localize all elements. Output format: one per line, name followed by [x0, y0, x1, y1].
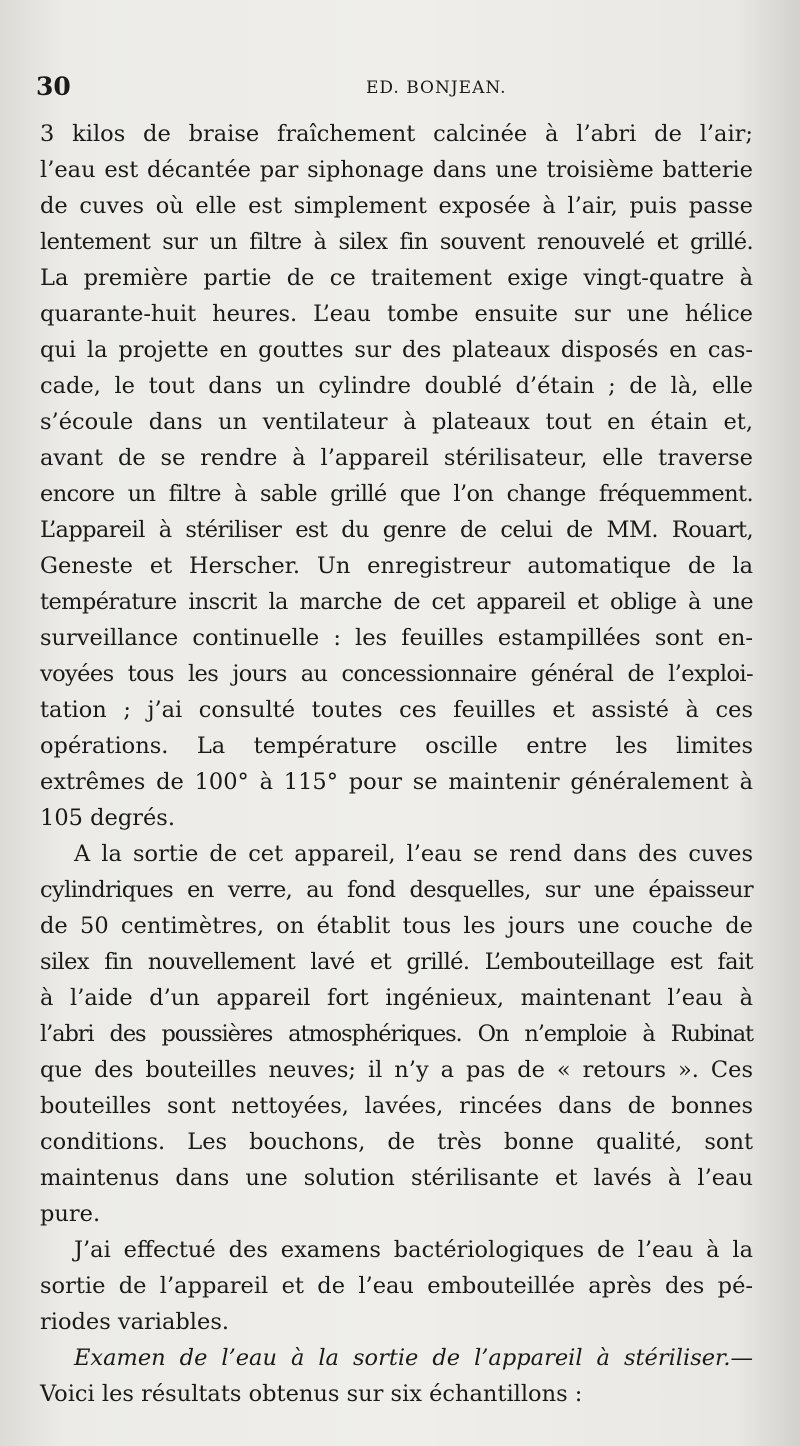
- italic-heading: Examen de l’eau à la sortie de l’appareil à stériliser.—: [74, 1345, 753, 1371]
- text-line: 105 degrés.: [40, 805, 175, 831]
- text-line: 3 kilos de braise fraîchement calcinée à l’abri de l’air;: [40, 121, 753, 147]
- text-line: Voici les résultats obtenus sur six échantillons :: [40, 1381, 583, 1407]
- text-line: Geneste et Herscher. Un enregistreur automatique de la: [40, 553, 753, 579]
- text-line: A la sortie de cet appareil, l’eau se rend dans des cuves: [74, 841, 753, 867]
- text-line: lentement sur un filtre à silex fin souvent renouvelé et grillé.: [40, 229, 753, 255]
- text-line: silex fin nouvellement lavé et grillé. L’embouteillage est fait: [40, 949, 753, 975]
- text-line: La première partie de ce traitement exige vingt-quatre à: [40, 265, 753, 291]
- text-line: cylindriques en verre, au fond desquelles, sur une épaisseur: [40, 877, 753, 903]
- text-line: pure.: [40, 1201, 101, 1227]
- text-line: riodes variables.: [40, 1309, 230, 1335]
- text-line: J’ai effectué des examens bactériologiques de l’eau à la: [74, 1237, 753, 1263]
- text-line: quarante-huit heures. L’eau tombe ensuite sur une hélice: [40, 301, 753, 327]
- text-line: à l’aide d’un appareil fort ingénieux, maintenant l’eau à: [40, 985, 753, 1011]
- text-line: opérations. La température oscille entre les limites: [40, 733, 753, 759]
- text-line: surveillance continuelle : les feuilles estampillées sont en-: [40, 625, 753, 651]
- text-line: de 50 centimètres, on établit tous les jours une couche de: [40, 913, 753, 939]
- text-line: qui la projette en gouttes sur des plateaux disposés en cas-: [40, 337, 753, 363]
- text-line: l’eau est décantée par siphonage dans une troisième batterie: [40, 157, 753, 183]
- running-head: ED. BONJEAN.: [366, 78, 507, 98]
- text-line: L’appareil à stériliser est du genre de celui de MM. Rouart,: [40, 517, 753, 543]
- italic-heading-line: [40, 1340, 753, 1376]
- text-line: avant de se rendre à l’appareil stérilisateur, elle traverse: [40, 445, 753, 471]
- text-line: cade, le tout dans un cylindre doublé d’étain ; de là, elle: [40, 373, 753, 399]
- text-line: maintenus dans une solution stérilisante et lavés à l’eau: [40, 1165, 753, 1191]
- text-line: bouteilles sont nettoyées, lavées, rincées dans de bonnes: [40, 1093, 753, 1119]
- text-line: voyées tous les jours au concessionnaire général de l’exploi-: [40, 661, 753, 687]
- text-line: l’abri des poussières atmosphériques. On n’emploie à Rubinat: [40, 1021, 753, 1047]
- page-number: 30: [36, 72, 71, 101]
- text-line: sortie de l’appareil et de l’eau embouteillée après des pé-: [40, 1273, 753, 1299]
- text-line: tation ; j’ai consulté toutes ces feuilles et assisté à ces: [40, 697, 753, 723]
- text-line: extrêmes de 100° à 115° pour se maintenir généralement à: [40, 769, 753, 795]
- text-line: conditions. Les bouchons, de très bonne qualité, sont: [40, 1129, 753, 1155]
- page-header: [36, 72, 760, 106]
- body-text: [40, 116, 753, 1412]
- text-line: s’écoule dans un ventilateur à plateaux tout en étain et,: [40, 409, 753, 435]
- text-line: encore un filtre à sable grillé que l’on change fréquemment.: [40, 481, 753, 507]
- text-line: de cuves où elle est simplement exposée à l’air, puis passe: [40, 193, 753, 219]
- text-line: que des bouteilles neuves; il n’y a pas de « retours ». Ces: [40, 1057, 753, 1083]
- text-line: température inscrit la marche de cet appareil et oblige à une: [40, 589, 753, 615]
